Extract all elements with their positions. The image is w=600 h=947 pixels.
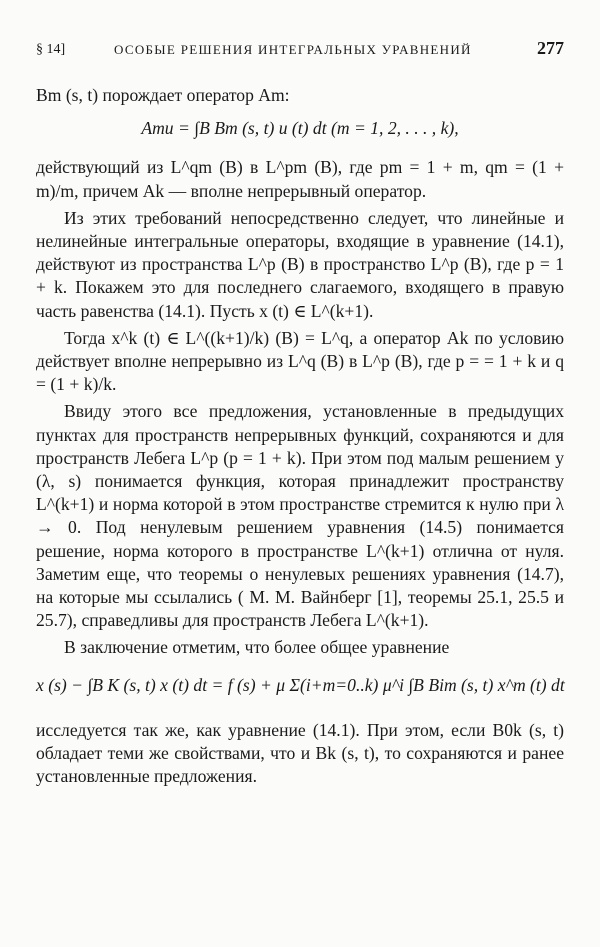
formula-general-equation: x (s) − ∫B K (s, t) x (t) dt = f (s) + μ Σ(i+m=0..k) μ^i ∫B Bim (s, t) x^m (t) dt (36, 674, 565, 695)
page-number: 277 (537, 38, 564, 58)
paragraph-final: исследуется так же, как уравнение (14.1). При этом, если B0k (s, t) обладает теми же свойствами, что и Bk (s, t), то сохраняются и ранее установленные предложения. (36, 719, 564, 787)
running-header (36, 38, 564, 62)
formula-operator-am: Amu = ∫B Bm (s, t) u (t) dt (m = 1, 2, . . . , k), (141, 118, 459, 139)
paragraph-conclusion: В заключение отметим, что более общее уравнение (64, 637, 450, 658)
paragraph-then: Тогда x^k (t) ∈ L^((k+1)/k) (B) = L^q, а оператор Ak по условию действует вполне непрерывно из L^q (B) в L^p (B), где p = = 1 + k и q = (1 + k)/k. (36, 327, 564, 395)
page-body (36, 84, 564, 788)
paragraph-lebesgue: Ввиду этого все предложения, установленные в предыдущих пунктах для пространств непрерывных функций, сохраняются и для пространств Лебега L^p (p = 1 + k). При этом под малым решением y (λ, s) понимается функция, которая принадлежит пространству L^(k+1) и норма которой в этом пространстве стремится к нулю при λ → 0. Под ненулевым решением уравнения (14.5) понимается решение, норма которого в пространстве L^(k+1) отлична от нуля. Заметим еще, что теоремы о ненулевых решениях уравнения (14.7), на которые мы ссылались ( М. М. Вайнберг [1], теоремы 25.1, 25.5 и 25.7), справедливы для пространств Лебега L^(k+1). (36, 401, 564, 631)
section-mark: § 14] (36, 42, 66, 57)
intro-line: Bm (s, t) порождает оператор Am: (36, 85, 290, 105)
running-title: ОСОБЫЕ РЕШЕНИЯ ИНТЕГРАЛЬНЫХ УРАВНЕНИЙ (114, 42, 472, 57)
paragraph-requirements: Из этих требований непосредственно следует, что линейные и нелинейные интегральные операторы, входящие в уравнение (14.1), действуют из пространства L^p (B) в пространство L^p (B), где p = 1 + k. Покажем это для последнего слагаемого, входящего в правую часть равенства (14.1). Пусть x (t) ∈ L^(k+1). (36, 207, 564, 321)
paragraph-operator-spaces: действующий из L^qm (B) в L^pm (B), где pm = 1 + m, qm = (1 + m)/m, причем Ak — вполне непрерывный оператор. (36, 157, 564, 201)
